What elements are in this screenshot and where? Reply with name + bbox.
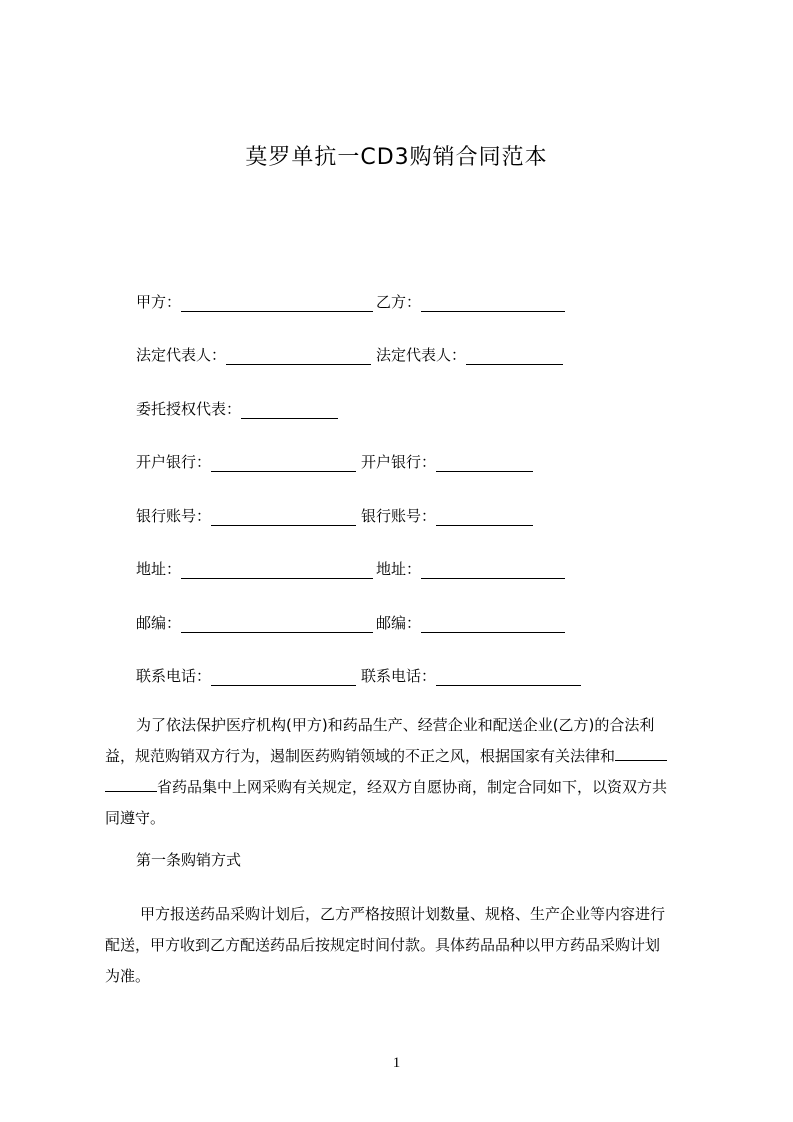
province-blank-end[interactable] — [105, 777, 157, 792]
article-1-paragraph — [105, 899, 700, 992]
legal-rep-a-blank[interactable] — [226, 349, 371, 365]
province-blank-start[interactable] — [615, 746, 667, 761]
legal-rep-b-blank[interactable] — [466, 349, 563, 365]
party-b-label: 乙方： — [376, 293, 422, 311]
phone-a-field — [136, 666, 356, 686]
account-b-blank[interactable] — [436, 510, 533, 526]
party-a-blank[interactable] — [181, 296, 373, 312]
account-a-field — [136, 506, 356, 526]
legal-rep-b-field — [376, 345, 563, 365]
preamble-line-4: 同遵守。 — [105, 809, 166, 827]
article-1-line-1: 甲方报送药品采购计划后，乙方严格按照计划数量、规格、生产企业等内容进行 — [140, 905, 666, 923]
address-b-label: 地址： — [376, 560, 422, 578]
agent-label: 委托授权代表： — [136, 400, 242, 418]
postcode-a-label: 邮编： — [136, 614, 182, 632]
party-b-blank[interactable] — [421, 296, 565, 312]
bank-a-field — [136, 452, 356, 472]
phone-b-blank[interactable] — [436, 670, 581, 686]
postcode-b-field — [376, 613, 565, 633]
document-title: 莫罗单抗一CD3购销合同范本 — [245, 145, 548, 170]
legal-rep-a-field — [136, 345, 371, 365]
address-b-field — [376, 559, 565, 579]
phone-b-label: 联系电话： — [361, 667, 437, 685]
postcode-a-field — [136, 613, 373, 633]
page-number: 1 — [392, 1055, 401, 1071]
agent-field — [136, 399, 338, 419]
account-b-field — [361, 506, 533, 526]
phone-b-field — [361, 666, 581, 686]
account-a-label: 银行账号： — [136, 507, 212, 525]
bank-b-label: 开户银行： — [361, 453, 437, 471]
article-1-line-2: 配送，甲方收到乙方配送药品后按规定时间付款。具体药品品种以甲方药品采购计划 — [105, 936, 661, 954]
address-a-label: 地址： — [136, 560, 182, 578]
address-a-blank[interactable] — [181, 563, 373, 579]
preamble-line-2-text: 益，规范购销双方行为，遏制医药购销领域的不正之风，根据国家有关法律和 — [105, 747, 616, 765]
article-1-heading: 第一条购销方式 — [136, 851, 242, 869]
account-a-blank[interactable] — [211, 510, 356, 526]
account-b-label: 银行账号： — [361, 507, 437, 525]
address-b-blank[interactable] — [421, 563, 565, 579]
postcode-b-blank[interactable] — [421, 617, 565, 633]
bank-b-field — [361, 452, 533, 472]
legal-rep-a-label: 法定代表人： — [136, 346, 227, 364]
phone-a-label: 联系电话： — [136, 667, 212, 685]
bank-b-blank[interactable] — [436, 456, 533, 472]
bank-a-blank[interactable] — [211, 456, 356, 472]
legal-rep-b-label: 法定代表人： — [376, 346, 467, 364]
address-a-field — [136, 559, 373, 579]
party-b-field — [376, 292, 565, 312]
agent-blank[interactable] — [241, 403, 338, 419]
party-a-field — [136, 292, 373, 312]
preamble-paragraph — [105, 710, 700, 834]
bank-a-label: 开户银行： — [136, 453, 212, 471]
phone-a-blank[interactable] — [211, 670, 356, 686]
preamble-line-1: 为了依法保护医疗机构(甲方)和药品生产、经营企业和配送企业(乙方)的合法利 — [136, 716, 655, 734]
postcode-b-label: 邮编： — [376, 614, 422, 632]
article-1-line-3: 为准。 — [105, 967, 151, 985]
preamble-line-2 — [105, 741, 700, 772]
postcode-a-blank[interactable] — [181, 617, 373, 633]
preamble-line-3-text: 省药品集中上网采购有关规定，经双方自愿协商，制定合同如下，以资双方共 — [157, 778, 668, 796]
party-a-label: 甲方： — [136, 293, 182, 311]
preamble-line-3 — [105, 772, 700, 803]
